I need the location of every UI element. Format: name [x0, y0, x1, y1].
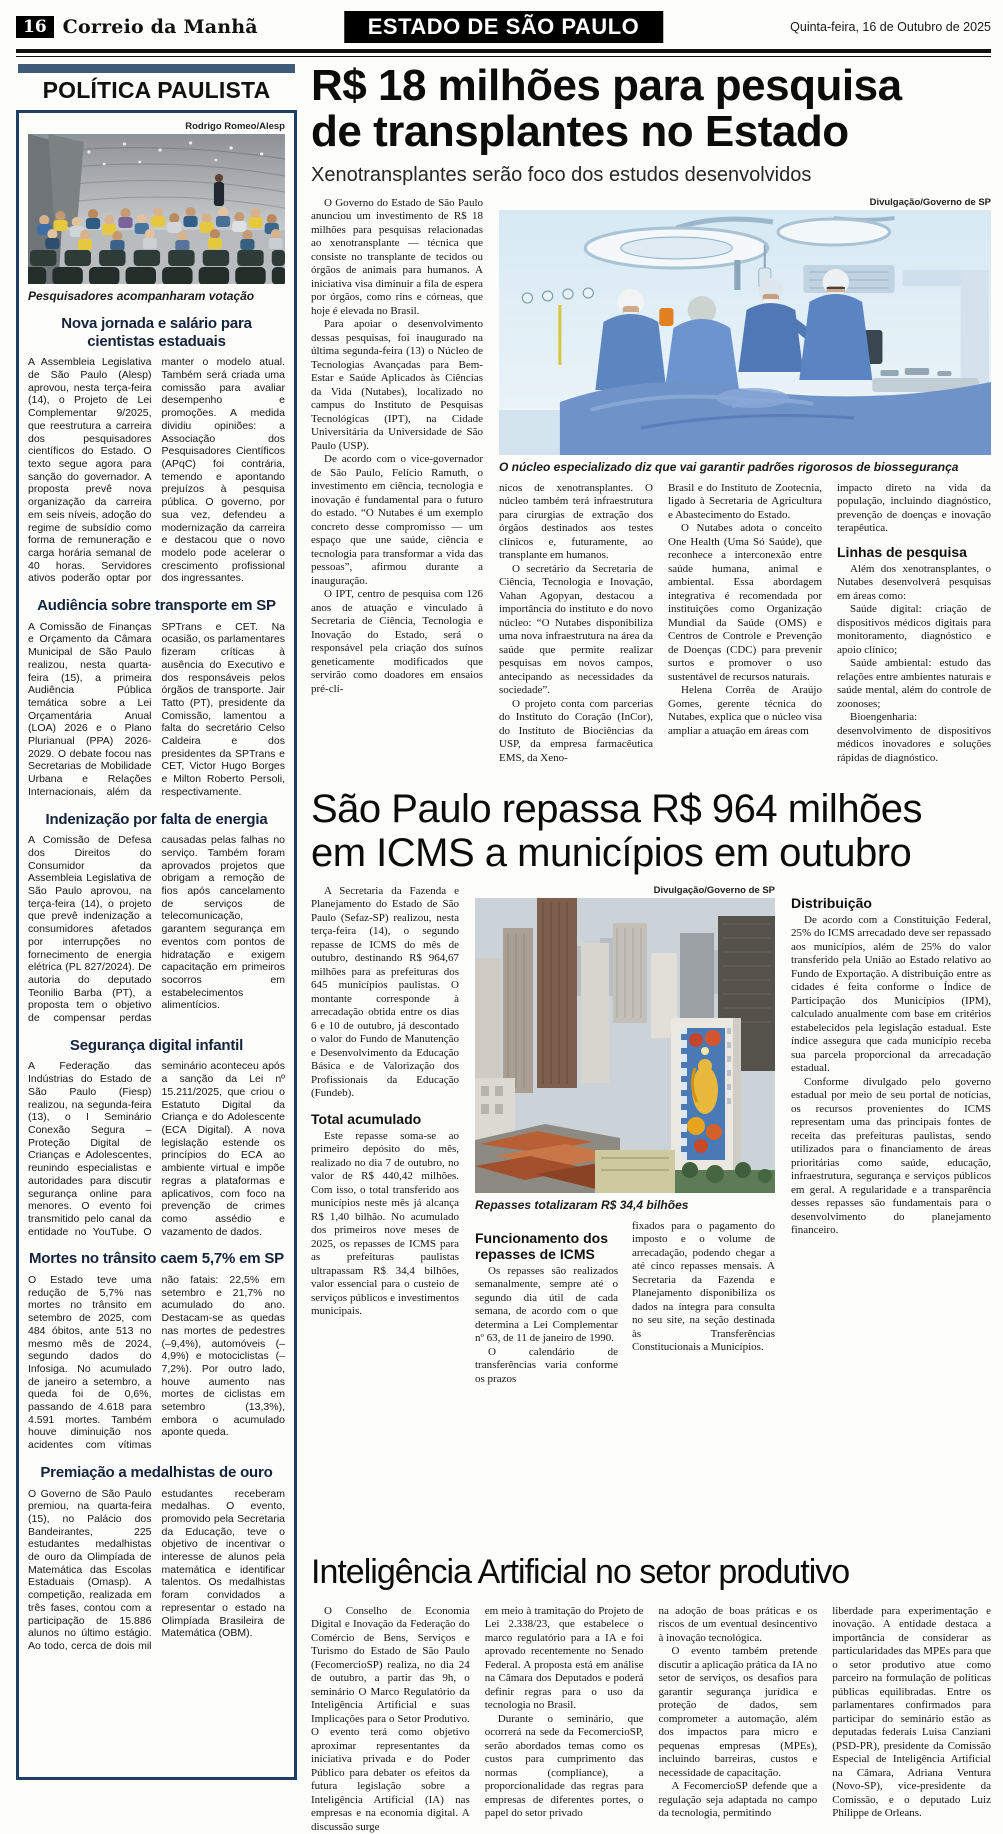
sidebar-article-body: A Comissão de Defesa dos Direitos do Consumidor da Assembleia Legislativa de São Paulo aprovou, na terça-feira (14), o projeto que prevê indenização a consumidores afetados por interrupções no fornecimento de energia elétrica (PL 827/2024). De autoria do deputado Teonilio Barba (PT), a proposta tem o objetivo de compensar perdas causadas pelas falhas no serviço. Também foram aprovados projetos que obrigam a remoção de fios após cancelamento de serviços de telecomunicação, garantem segurança em eventos com pontos de hidratação e exigem capacitação em primeiros socorros em estabelecimentos alimentícios. [28, 834, 285, 1025]
icms-photo-block [475, 885, 775, 1540]
masthead [16, 10, 991, 44]
ai-headline: Inteligência Artificial no setor produtivo [311, 1554, 991, 1591]
transplant-col-3: Brasil e do Instituto de Zootecnia, ligado à Secretaria de Agricultura e Abastecimento do Estado. O Nutabes adota o conceito One Health (Uma Só Saúde), que reconhece a interconexão entre saúde humana, animal e ambiental. Essa abordagem integrativa é recomendada por instituições como Organização Mundial da Saúde (OMS) e Centros de Controle e Prevenção de Doenças (CDC) para prevenir surtos e promover o uso sustentável de recursos naturais. Helena Corrêa de Araújo Gomes, gerente técnica do Nutabes, explica que o núcleo visa ampliar a atuação em áreas com [668, 482, 822, 766]
transplant-col-4 [837, 482, 991, 766]
total-acumulado-subhead: Total acumulado [311, 1111, 459, 1127]
ai-col-1: O Conselho de Economia Digital e Inovação da Federação do Comércio de Bens, Serviços e Turismo do Estado de São Paulo (FecomercioSP) realiza, no dia 24 de outubro, a partir das 9h, o seminário O Marco Regulatório da Inteligência Artificial e suas Implicações para o Setor Produtivo. O evento terá como objetivo aproximar representantes da iniciativa privada e do Poder Público para debater os efeitos da futura legislação sobre a Inteligência Artificial (IA) nas empresas e na economia digital. A discussão surge [311, 1605, 470, 1834]
icms-headline [311, 787, 991, 875]
icms-article [311, 787, 991, 1540]
headline-line: São Paulo repassa R$ 964 milhões [311, 787, 991, 831]
city-photo-caption: Repasses totalizaram R$ 34,4 bilhões [475, 1198, 775, 1212]
auditorium-photo-caption: Pesquisadores acompanharam votação [28, 289, 285, 303]
page-date: Quinta-feira, 16 de Outubro de 2025 [790, 20, 991, 34]
icms-col-4 [791, 885, 991, 1540]
transplant-col-2: nicos de xenotransplantes. O núcleo também terá infraestrutura para cirurgias de extração dos órgãos destinados aos testes clínicos e, futuramente, ao transplante em humanos. O secretário da Secretaria de Ciência, Tecnologia e Inovação, Vahan Agopyan, destacou a importância do instituto e do novo núcleo: “O Nutabes disponibiliza uma nova infraestrutura na área da saúde que permite realizar pesquisas em novos campos, antecipando as necessidades da sociedade”. O projeto conta com parcerias do Instituto do Coração (InCor), do Instituto de Biociências da USP, da empresa farmacêutica EMS, da Xeno- [499, 482, 653, 766]
ai-article [311, 1554, 991, 1834]
sidebar-article [28, 1464, 285, 1653]
transplant-deck: Xenotransplantes serão foco dos estudos desenvolvidos [311, 164, 991, 187]
sidebar-article-heading: Mortes no trânsito caem 5,7% em SP [28, 1250, 285, 1268]
sidebar-article [28, 597, 285, 799]
sidebar-article-body: A Comissão de Finanças e Orçamento da Câmara Municipal de São Paulo realizou, nesta quarta-feira (15), a primeira Audiência Pública temática sobre a Lei Orçamentária Anual (LOA) 2026 e o Plano Plurianual (PPA) 2026-2029. O debate focou nas Secretarias de Mobilidade Urbana e Relações Internacionais, além da SPTrans e CET. Na ocasião, os parlamentares fizeram críticas à ausência do Executivo e dos responsáveis pelos órgãos de transporte. Jair Tatto (PT), presidente da Comissão, lamentou a falta do secretário Celso Caldeira e dos presidentes da SPTrans e CET, Victor Hugo Borges e Milton Roberto Persoli, respectivamente. [28, 621, 285, 799]
surgery-photo-credit: Divulgação/Governo de SP [499, 197, 991, 208]
headline-line: em ICMS a municípios em outubro [311, 831, 991, 875]
sidebar-article-body: O Estado teve uma redução de 5,7% nas mortes no trânsito em setembro de 2025, com 484 óbitos, ante 513 no mesmo mês de 2024, segundo dados do Infosiga. No acumulado de janeiro a setembro, a queda foi de 0,6%, passando de 4.618 para 4.591 mortes. Também houve diminuição nos acidentes com vítimas não fatais: 22,5% em setembro e 21,7% no acumulado do ano. Destacam-se as quedas nas mortes de pedestres (–9,4%), automóveis (–4,9%) e motociclistas (–7,2%). Por outro lado, houve aumento nas mortes de ciclistas em setembro (13,3%), embora o acumulado aponte queda. [28, 1274, 285, 1452]
surgery-photo-caption: O núcleo especializado diz que vai garantir padrões rigorosos de biossegurança [499, 460, 991, 474]
distribuicao-subhead: Distribuição [791, 895, 991, 911]
icms-col-2-body: Os repasses são realizados semanalmente, sempre até o segundo dia útil de cada semana, de acordo com o que determina a Lei Complementar nº 63, de 11 de janeiro de 1990. O calendário de transferências varia conforme os prazos [475, 1265, 618, 1387]
sidebar-article-heading: Nova jornada e salário para cientistas estaduais [28, 315, 285, 350]
transplant-headline [311, 63, 991, 155]
sidebar-article [28, 811, 285, 1025]
icms-col-1-lead: A Secretaria da Fazenda e Planejamento do Estado de São Paulo (Sefaz-SP) realizou, nesta terça-feira (14), o segundo repasse de ICMS do mês de outubro, destinando R$ 964,67 milhões para as prefeituras dos 645 municípios paulistas. O montante corresponde à arrecadação obtida entre os dias 6 e 10 de outubro, já descontado o valor do Fundo de Manutenção e Desenvolvimento da Educação Básica e de Valorização dos Profissionais da Educação (Fundeb). [311, 885, 459, 1101]
surgery-photo [499, 210, 991, 455]
icms-col-3: fixados para o pagamento do imposto e o volume de arrecadação, podendo chegar a até cinco repasses mensais. A Secretaria da Fazenda e Planejamento disponibiliza os dados na íntegra para consulta no seu site, na seção destinada às Transferências Constitucionais a Municípios. [632, 1220, 775, 1387]
sidebar-article-body: A Federação das Indústrias do Estado de São Paulo (Fiesp) realizou, na segunda-feira (13), o I Seminário Conexão Segura – Proteção Digital de Crianças e Adolescentes, reunindo especialistas e autoridades para discutir segurança online para menores. O evento foi transmitido pelo canal da entidade no YouTube. O seminário aconteceu após a sanção da Lei nº 15.211/2025, que criou o Estatuto Digital da Criança e do Adolescente (ECA Digital). A nova legislação estende os princípios do ECA ao ambiente virtual e impõe regras a plataformas e aplicativos, com foco na prevenção de crimes como assédio e vazamento de dados. [28, 1060, 285, 1238]
header-rule [16, 49, 991, 57]
transplant-photo-block [499, 197, 991, 775]
ai-col-4: liberdade para experimentação e inovação. A entidade destaca a importância de considerar as particularidades das MPEs para que o setor produtivo atue como parceiro na formulação de políticas públicas equilibradas. Entre os parlamentares confirmados para participar do seminário estão as deputadas federais Luisa Canziani (PSD-PR), presidente da Comissão Especial de Inteligência Artificial na Câmara, Adriana Ventura (Novo-SP), vice-presidente da Comissão, e o deputado Luiz Philippe de Orleans. [832, 1605, 991, 1834]
newspaper-name: Correio da Manhã [63, 16, 258, 38]
auditorium-photo [28, 134, 285, 284]
politics-box [16, 110, 297, 1780]
transplant-article [311, 63, 991, 775]
sidebar-article [28, 1037, 285, 1239]
politics-column [16, 63, 297, 1834]
auditorium-photo-credit: Rodrigo Romeo/Alesp [28, 121, 285, 132]
sidebar-article [28, 1250, 285, 1452]
sidebar-article-heading: Indenização por falta de energia [28, 811, 285, 829]
politics-accent-bar [18, 64, 295, 73]
icms-col-1 [311, 885, 459, 1540]
icms-col-2 [475, 1220, 618, 1387]
page-number: 16 [16, 16, 54, 39]
headline-line: R$ 18 milhões para pesquisa [311, 63, 991, 109]
ai-col-2: em meio à tramitação do Projeto de Lei 2.338/23, que estabelece o marco regulatório para a IA e foi aprovado recentemente no Senado Federal. A proposta está em análise na Câmara dos Deputados e poderá definir regras para o uso da tecnologia no Brasil. Durante o seminário, que ocorrerá na sede da FecomercioSP, serão abordados temas como os custos para cumprimento das normas (compliance), a proporcionalidade das regras para empresas de diferentes portes, o papel do setor privado [485, 1605, 644, 1834]
sidebar-article-heading: Premiação a medalhistas de ouro [28, 1464, 285, 1482]
sidebar-article-heading: Segurança digital infantil [28, 1037, 285, 1055]
transplant-col-1: O Governo do Estado de São Paulo anunciou um investimento de R$ 18 milhões para pesquisas relacionadas ao xenotransplante — técnica que consiste no transplante de tecidos ou órgãos de animais para humanos. A iniciativa visa diminuir a fila de espera por órgãos, como rins e córneas, que hoje é elevada no Brasil. Para apoiar o desenvolvimento dessas pesquisas, foi inaugurado na última segunda-feira (13) o Núcleo de Tecnologias Avançadas para Bem-Estar e Saúde Aplicados às Ciências da Vida (Nutabes), localizado no campus do Instituto de Pesquisas Tecnológicas (IPT), na Cidade Universitária da Universidade de São Paulo (USP). De acordo com o vice-governador de São Paulo, Felício Ramuth, o investimento em ciência, tecnologia e inovação é fundamental para o futuro do estado. “O Nutabes é um exemplo concreto desse compromisso — um espaço que une saúde, ciência e tecnologia para transformar a vida das pessoas”, afirmou durante a inauguração. O IPT, centro de pesquisa com 126 anos de atuação e vinculado à Secretaria de Ciência, Tecnologia e Inovação do Estado, será o responsável pela criação dos suínos geneticamente modificados que servirão como doadores em ensaios pré-clí- [311, 197, 483, 775]
funcionamento-subhead: Funcionamento dos repasses de ICMS [475, 1230, 618, 1262]
research-lines-subhead: Linhas de pesquisa [837, 544, 991, 560]
sidebar-article-body: O Governo de São Paulo premiou, na quarta-feira (15), no Palácio dos Bandeirantes, 225 estudantes medalhistas de ouro da Olimpíada de Matemática das Escolas Estaduais (Omasp). A competição, realizada em três fases, contou com a participação de 15.886 alunos no último estágio. Ao todo, cerca de dois mil estudantes receberam medalhas. O evento, promovido pela Secretaria da Educação, teve o objetivo de incentivar o interesse de alunos pela matemática e identificar talentos. Os medalhistas foram convidados a representar o estado na Olimpíada Brasileira de Matemática (OBM). [28, 1488, 285, 1653]
sidebar-article-heading: Audiência sobre transporte em SP [28, 597, 285, 615]
icms-col-1-body: Este repasse soma-se ao primeiro depósito do mês, realizado no dia 7 de outubro, no valor de R$ 440,42 milhões. Com isso, o total transferido aos municípios neste mês já alcança R$ 1,40 bilhão. No acumulado dos primeiros nove meses de 2025, os repasses de ICMS para as prefeituras paulistas ultrapassam R$ 34,4 bilhões, valor essencial para o custeio de serviços públicos e investimentos municipais. [311, 1130, 459, 1319]
city-photo-credit: Divulgação/Governo de SP [475, 885, 775, 896]
sidebar-article [28, 315, 285, 585]
sidebar-article-body: A Assembleia Legislativa de São Paulo (Alesp) aprovou, nesta terça-feira (14), o Projeto de Lei Complementar 9/2025, que reestrutura a carreira dos pesquisadores científicos do Estado. O texto segue agora para sanção do governador. A proposta prevê nova organização da carreira em seis níveis, adoção do regime de subsídio como forma de remuneração e carga horária semanal de 40 horas. Servidores ativos poderão optar por manter o modelo atual. Também será criada uma comissão para avaliar desempenho e promoções. A medida dividiu opiniões: a Associação dos Pesquisadores Científicos (APqC) foi contrária, temendo e apontando prejuízos à pesquisa pública. O governo, por sua vez, defendeu a modernização da carreira e destacou que o novo modelo pode acelerar o crescimento profissional dos ingressantes. [28, 356, 285, 585]
icms-col-4-body: De acordo com a Constituição Federal, 25% do ICMS arrecadado deve ser repassado aos municípios, além de 25% do valor transferido pela União ao Estado relativo ao Fundo de Exportação. A distribuição entre as cidades é feita conforme o Índice de Participação dos Municípios (IPM), calculado anualmente com base em critérios estabelecidos pela legislação estadual. Este índice assegura que cada município receba sua parcela proporcional da arrecadação estadual. Conforme divulgado pelo governo estadual por meio de seu portal de notícias, os recursos provenientes do ICMS representam uma das principais fontes de receita das prefeituras paulistas, sendo utilizados para o financiamento de áreas prioritárias como saúde, educação, infraestrutura, segurança e serviços públicos em geral. A regularidade e a transparência desses repasses são fundamentais para o desenvolvimento do planejamento financeiro. [791, 914, 991, 1238]
headline-line: de transplantes no Estado [311, 109, 991, 155]
politics-title: POLÍTICA PAULISTA [16, 77, 297, 104]
city-photo [475, 898, 775, 1193]
section-banner: ESTADO DE SÃO PAULO [344, 11, 663, 43]
transplant-col-4-lead: impacto direto na vida da população, incluindo diagnóstico, prevenção de doenças e inovação terapêutica. [837, 482, 991, 536]
main-well [311, 63, 991, 1834]
transplant-col-4-body: Além dos xenotransplantes, o Nutabes desenvolverá pesquisas em áreas como: Saúde digital: criação de dispositivos médicos digitais para monitoramento, diagnóstico e apoio clínico; Saúde ambiental: estudo das relações entre ambientes naturais e saúde mental, além do controle de zoonoses; Bioengenharia: desenvolvimento de dispositivos médicos inovadores e soluções rápidas de diagnóstico. [837, 563, 991, 766]
ai-col-3: na adoção de boas práticas e os riscos de um eventual desincentivo à inovação tecnológica. O evento também pretende discutir a aplicação prática da IA no setor de serviços, os desafios para garantir segurança jurídica e proteção de dados, sem comprometer a automação, além dos impactos para micro e pequenas empresas (MPEs), incluindo barreiras, custos e necessidade de capacitação. A FecomercioSP defende que a regulação seja adaptada no campo da tecnologia, permitindo [659, 1605, 818, 1834]
